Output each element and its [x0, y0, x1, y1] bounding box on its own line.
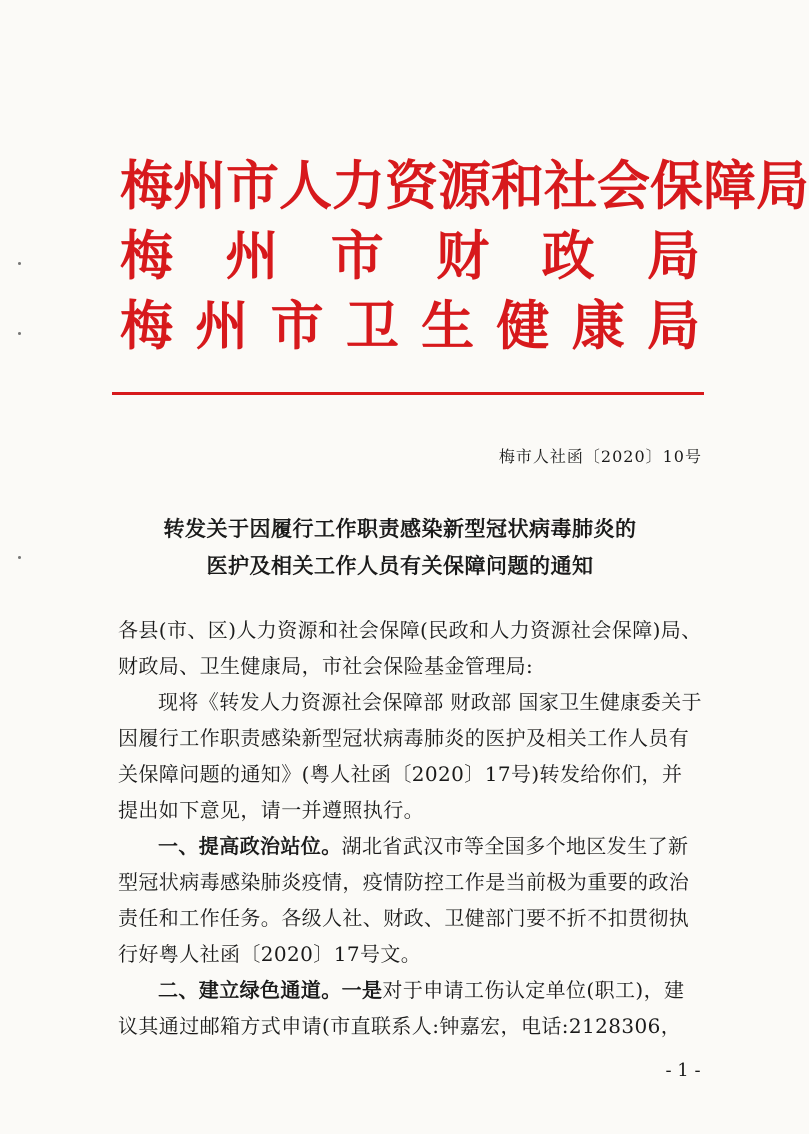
section-2-lead: 一是: [341, 978, 383, 1002]
document-title-line-1: 转发关于因履行工作职责感染新型冠状病毒肺炎的: [163, 516, 637, 541]
issuer-heading-hrss: 梅 州 市 人 力 资 源 和 社 会 保 障 局: [120, 155, 809, 217]
issuer-heading-finance: 梅 州 市 财 政 局: [120, 225, 700, 287]
section-1-heading: 一、提高政治站位。: [158, 834, 342, 858]
issuer-heading-health: 梅 州 市 卫 生 健 康 局: [120, 295, 700, 357]
salutation-paragraph: 各县(市、区)人力资源和社会保障(民政和人力资源社会保障)局、财政局、卫生健康局，市社会保险基金管理局:: [118, 618, 702, 678]
section-1-paragraph: [118, 828, 702, 972]
scan-artifact: [18, 556, 21, 559]
section-2-paragraph: [118, 972, 702, 1044]
section-2-text: 对于申请工伤认定单位(职工)，建议其通过邮箱方式申请(市直联系人:钟嘉宏，电话:2128306，: [118, 978, 685, 1038]
document-title-line-2: 医护及相关工作人员有关保障问题的通知: [206, 553, 594, 578]
intro-paragraph: 现将《转发人力资源社会保障部 财政部 国家卫生健康委关于因履行工作职责感染新型冠状病毒肺炎的医护及相关工作人员有关保障问题的通知》(粤人社函〔2020〕17号)转发给你们，并提出如下意见，请一并遵照执行。: [118, 690, 702, 822]
scan-artifact: [18, 332, 21, 335]
section-2-heading: 二、建立绿色通道。: [158, 978, 342, 1002]
red-header-rule: [112, 392, 704, 395]
document-number: 梅市人社函〔2020〕10号: [498, 447, 702, 466]
page-number: - 1 -: [665, 1060, 701, 1081]
scan-artifact: [18, 262, 21, 265]
section-1-text: 湖北省武汉市等全国多个地区发生了新型冠状病毒感染肺炎疫情，疫情防控工作是当前极为重要的政治责任和工作任务。各级人社、财政、卫健部门要不折不扣贯彻执行好粤人社函〔2020〕17号文。: [118, 834, 690, 966]
